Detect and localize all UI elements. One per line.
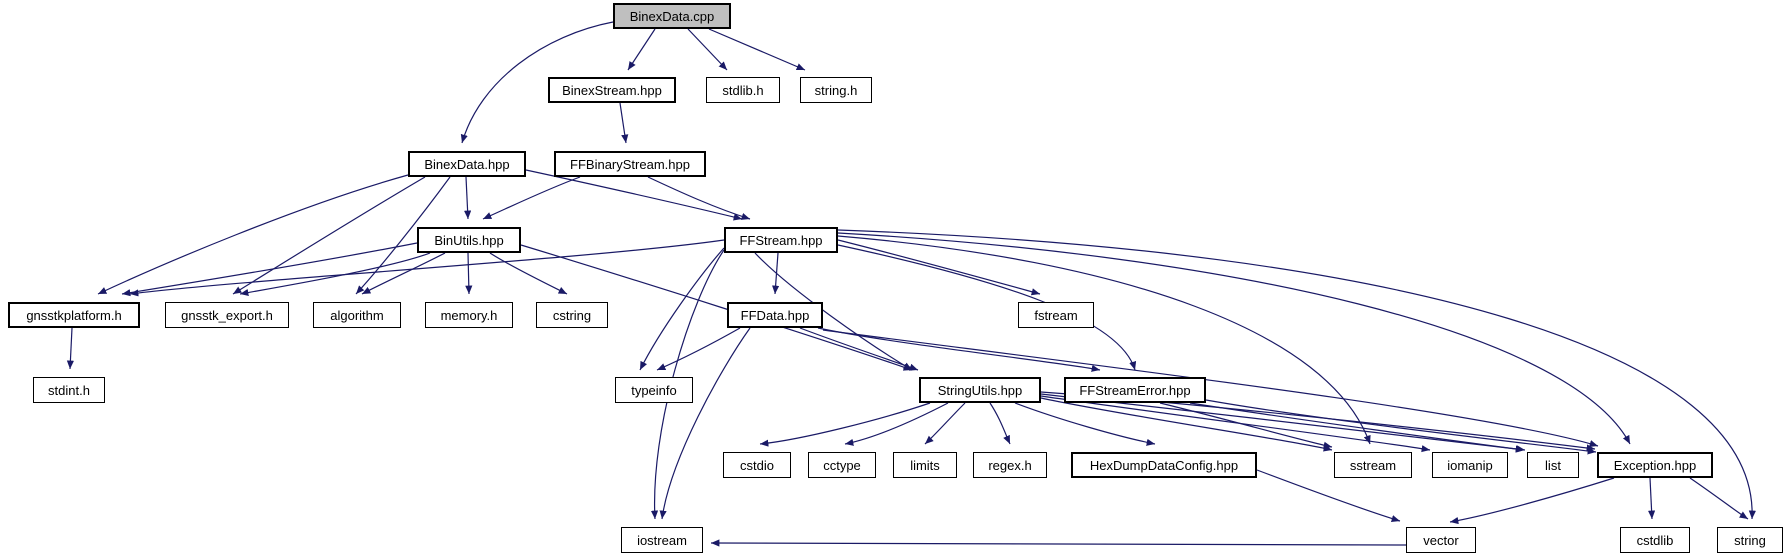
node-binexstream-hpp[interactable]: BinexStream.hpp <box>548 77 676 103</box>
node-cstdio[interactable]: cstdio <box>723 452 791 478</box>
node-algorithm[interactable]: algorithm <box>313 302 401 328</box>
node-stdint-h[interactable]: stdint.h <box>33 377 105 403</box>
node-binutils-hpp[interactable]: BinUtils.hpp <box>417 227 521 253</box>
node-ffdata-hpp[interactable]: FFData.hpp <box>727 302 823 328</box>
node-iomanip[interactable]: iomanip <box>1432 452 1508 478</box>
node-exception-hpp[interactable]: Exception.hpp <box>1597 452 1713 478</box>
node-hexdumpdataconfig-hpp[interactable]: HexDumpDataConfig.hpp <box>1071 452 1257 478</box>
node-string[interactable]: string <box>1717 527 1783 553</box>
node-gnsstkplatform-h[interactable]: gnsstkplatform.h <box>8 302 140 328</box>
node-binexdata-cpp[interactable]: BinexData.cpp <box>613 3 731 29</box>
node-binexdata-hpp[interactable]: BinexData.hpp <box>408 151 526 177</box>
node-cstring[interactable]: cstring <box>536 302 608 328</box>
node-ffstream-hpp[interactable]: FFStream.hpp <box>724 227 838 253</box>
node-iostream[interactable]: iostream <box>621 527 703 553</box>
node-sstream[interactable]: sstream <box>1334 452 1412 478</box>
node-ffbinarystream-hpp[interactable]: FFBinaryStream.hpp <box>554 151 706 177</box>
node-cstdlib[interactable]: cstdlib <box>1620 527 1690 553</box>
node-gnsstk-export-h[interactable]: gnsstk_export.h <box>165 302 289 328</box>
node-typeinfo[interactable]: typeinfo <box>615 377 693 403</box>
node-fstream[interactable]: fstream <box>1018 302 1094 328</box>
node-string-h[interactable]: string.h <box>800 77 872 103</box>
node-list[interactable]: list <box>1527 452 1579 478</box>
node-stringutils-hpp[interactable]: StringUtils.hpp <box>919 377 1041 403</box>
node-memory-h[interactable]: memory.h <box>425 302 513 328</box>
node-stdlib-h[interactable]: stdlib.h <box>706 77 780 103</box>
node-vector[interactable]: vector <box>1406 527 1476 553</box>
node-cctype[interactable]: cctype <box>808 452 876 478</box>
node-limits[interactable]: limits <box>893 452 957 478</box>
node-regex-h[interactable]: regex.h <box>973 452 1047 478</box>
node-ffstreamerror-hpp[interactable]: FFStreamError.hpp <box>1064 377 1206 403</box>
